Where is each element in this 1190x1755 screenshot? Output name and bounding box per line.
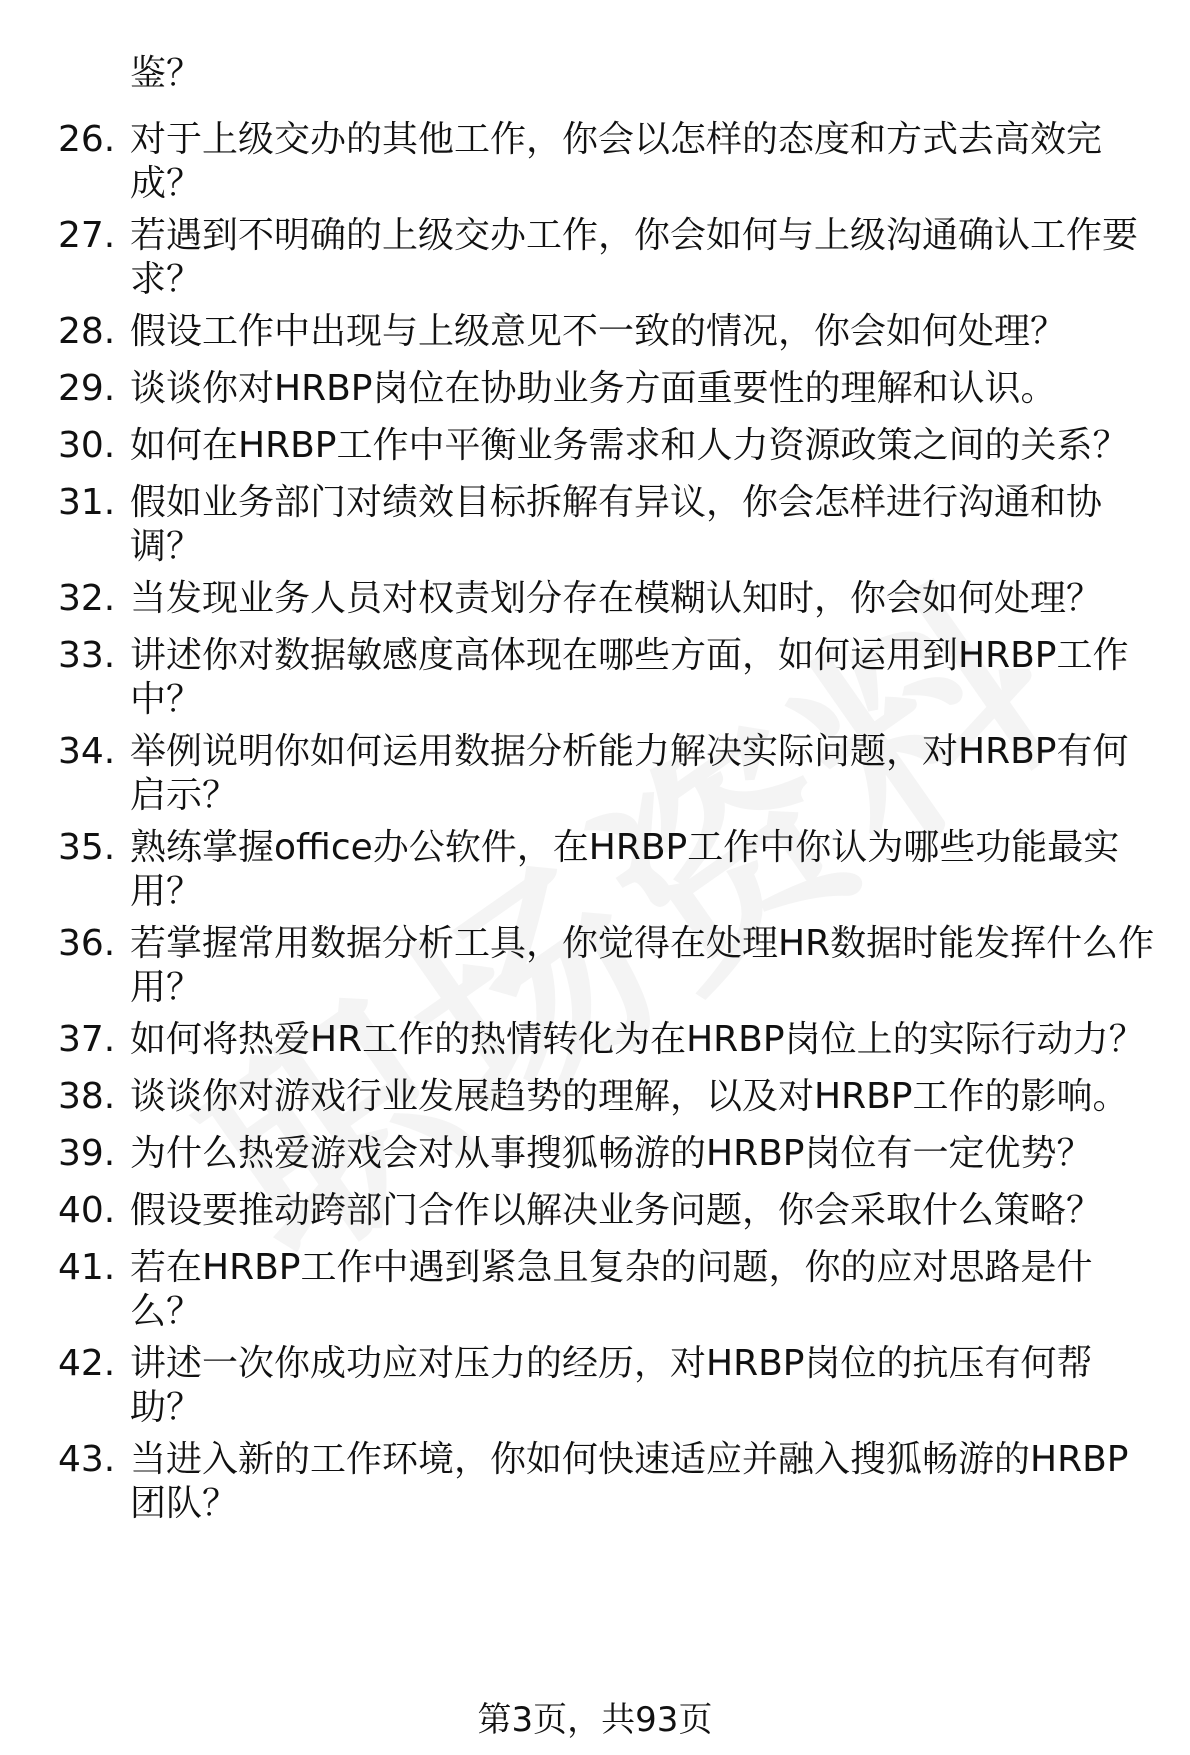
question-text: 假设工作中出现与上级意见不一致的情况，你会如何处理？ [130, 311, 1067, 352]
question-item [58, 1075, 1168, 1119]
question-number: 42. [58, 1343, 116, 1384]
question-item [58, 118, 1168, 206]
question-item [58, 1438, 1168, 1526]
question-number: 34. [58, 731, 116, 772]
question-item [58, 424, 1168, 468]
page-footer: 第3页，共93页 [477, 1700, 713, 1740]
question-text: 如何将热爱HR工作的热情转化为在HRBP岗位上的实际行动力？ [130, 1019, 1145, 1060]
question-number: 36. [58, 923, 116, 964]
question-number: 37. [58, 1019, 116, 1060]
question-text: 若在HRBP工作中遇到紧急且复杂的问题，你的应对思路是什么？ [130, 1247, 1093, 1332]
question-number: 29. [58, 368, 116, 409]
question-number: 38. [58, 1076, 116, 1117]
question-number: 41. [58, 1247, 116, 1288]
question-text: 谈谈你对游戏行业发展趋势的理解，以及对HRBP工作的影响。 [130, 1076, 1129, 1117]
question-number: 40. [58, 1190, 116, 1231]
question-item [58, 1246, 1168, 1334]
question-item [58, 826, 1168, 914]
question-item [58, 310, 1168, 354]
question-text: 若掌握常用数据分析工具，你觉得在处理HR数据时能发挥什么作用？ [130, 923, 1155, 1008]
question-text: 当发现业务人员对权责划分存在模糊认知时，你会如何处理？ [130, 578, 1103, 619]
question-text: 讲述你对数据敏感度高体现在哪些方面，如何运用到HRBP工作中？ [130, 635, 1129, 720]
question-item [58, 1342, 1168, 1430]
question-text: 举例说明你如何运用数据分析能力解决实际问题，对HRBP有何启示？ [130, 731, 1129, 816]
question-text: 对于上级交办的其他工作，你会以怎样的态度和方式去高效完成？ [130, 119, 1103, 204]
question-number: 27. [58, 215, 116, 256]
question-number: 39. [58, 1133, 116, 1174]
question-number: 35. [58, 827, 116, 868]
question-item [58, 367, 1168, 411]
question-item [58, 1189, 1168, 1233]
question-text: 为什么热爱游戏会对从事搜狐畅游的HRBP岗位有一定优势？ [130, 1133, 1093, 1174]
question-item [58, 481, 1168, 569]
question-item [58, 1018, 1168, 1062]
carryover-text: 鉴？ [130, 53, 203, 94]
question-text: 假如业务部门对绩效目标拆解有异议，你会怎样进行沟通和协调？ [130, 482, 1103, 567]
question-text: 当进入新的工作环境，你如何快速适应并融入搜狐畅游的HRBP团队？ [130, 1439, 1129, 1524]
question-item [58, 577, 1168, 621]
question-item [58, 1132, 1168, 1176]
question-text: 如何在HRBP工作中平衡业务需求和人力资源政策之间的关系？ [130, 425, 1129, 466]
question-number: 30. [58, 425, 116, 466]
question-number: 43. [58, 1439, 116, 1480]
question-item [58, 922, 1168, 1010]
question-text: 熟练掌握office办公软件，在HRBP工作中你认为哪些功能最实用？ [130, 827, 1120, 912]
question-item [58, 214, 1168, 302]
question-text: 讲述一次你成功应对压力的经历，对HRBP岗位的抗压有何帮助？ [130, 1343, 1093, 1428]
question-number: 28. [58, 311, 116, 352]
question-number: 32. [58, 578, 116, 619]
question-text: 假设要推动跨部门合作以解决业务问题，你会采取什么策略？ [130, 1190, 1103, 1231]
question-number: 26. [58, 119, 116, 160]
question-text: 谈谈你对HRBP岗位在协助业务方面重要性的理解和认识。 [130, 368, 1057, 409]
question-number: 31. [58, 482, 116, 523]
question-item [58, 634, 1168, 722]
question-text: 若遇到不明确的上级交办工作，你会如何与上级沟通确认工作要求？ [130, 215, 1139, 300]
question-item [58, 730, 1168, 818]
question-number: 33. [58, 635, 116, 676]
